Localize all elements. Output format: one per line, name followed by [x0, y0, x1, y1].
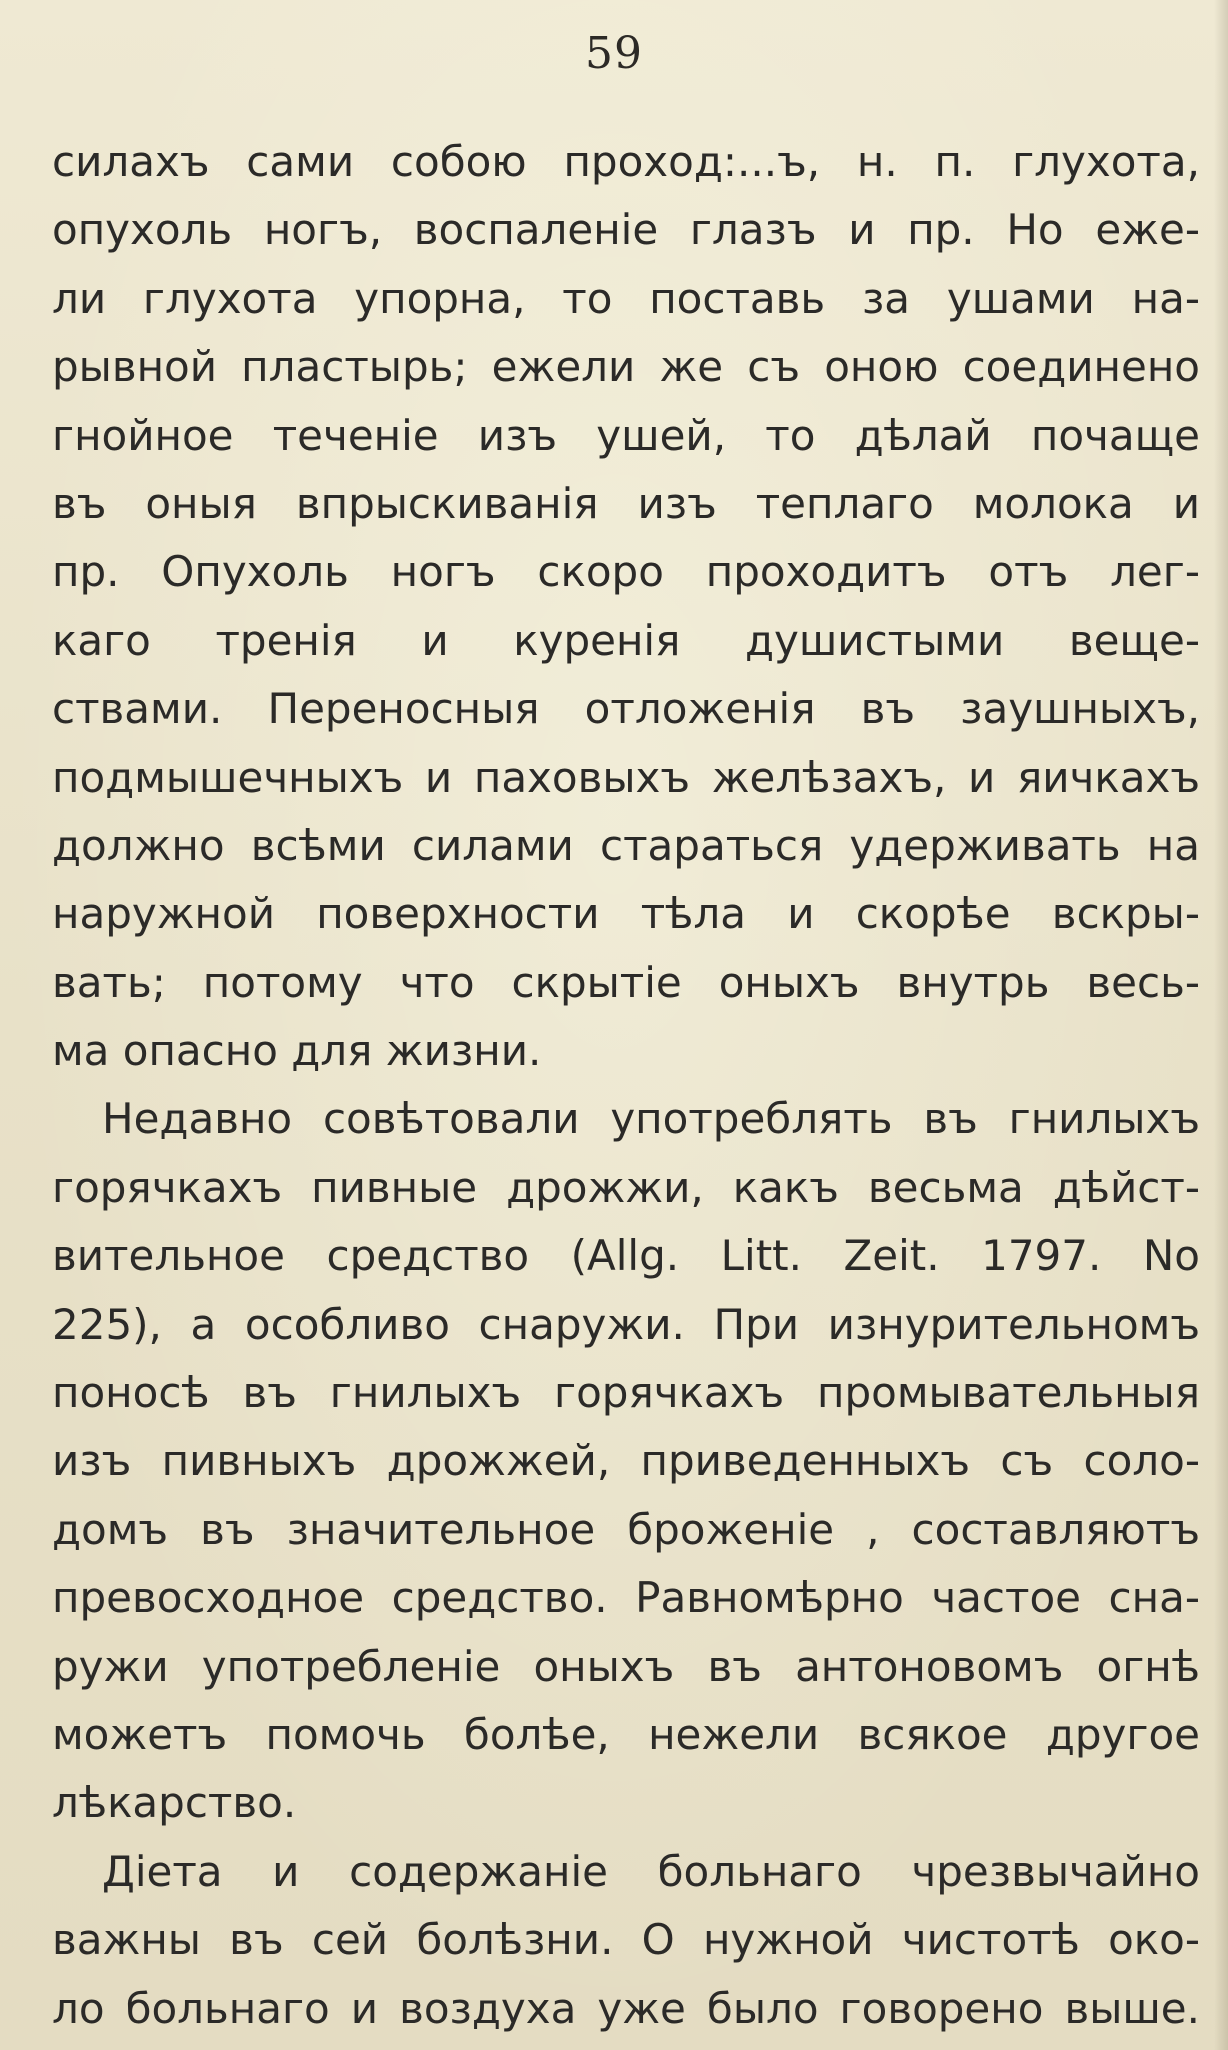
text-line: ли глухота упорна, то поставь за ушами на- — [52, 273, 1200, 323]
text-line: горячкахъ пивные дрожжи, какъ весьма дѣйст- — [52, 1162, 1200, 1212]
text-line: пр. Опухоль ногъ скоро проходитъ отъ лег- — [52, 547, 1200, 597]
text-line: Діета и содержаніе больнаго чрезвычайно — [102, 1846, 1200, 1896]
text-line: изъ пивныхъ дрожжей, приведенныхъ съ соло- — [52, 1436, 1200, 1486]
text-line: ствами. Переносныя отложенія въ заушныхъ, — [52, 684, 1200, 734]
text-line: подмышечныхъ и паховыхъ желѣзахъ, и яичкахъ — [52, 752, 1200, 802]
text-line: каго тренія и куренія душистыми веще- — [52, 615, 1200, 665]
text-line: ло больнаго и воздуха уже было говорено выше. — [52, 1983, 1200, 2033]
text-line: важны въ сей болѣзни. О нужной чистотѣ око- — [52, 1915, 1200, 1965]
text-line: гнойное теченіе изъ ушей, то дѣлай почаще — [52, 410, 1200, 460]
text-line: 225), а особливо снаружи. При изнурительномъ — [52, 1299, 1200, 1349]
text-line: Недавно совѣтовали употреблять въ гнилыхъ — [102, 1094, 1200, 1144]
text-line: ружи употребленіе оныхъ въ антоновомъ огнѣ — [52, 1641, 1200, 1691]
text-line: ма опасно для жизни. — [52, 1026, 542, 1076]
text-line: наружной поверхности тѣла и скорѣе вскры- — [52, 889, 1200, 939]
text-line: рывной пластырь; ежели же съ оною соединено — [52, 342, 1200, 392]
text-line: можетъ помочь болѣе, нежели всякое другое — [52, 1709, 1200, 1759]
text-line: превосходное средство. Равномѣрно частое сна- — [52, 1573, 1200, 1623]
text-line: силахъ сами собою проход:...ъ, н. п. глухота, — [52, 137, 1200, 186]
text-line: вительное средство (Allg. Litt. Zeit. 1797. No — [52, 1231, 1200, 1281]
text-line: въ оныя впрыскиванія изъ теплаго молока и — [52, 478, 1200, 528]
paragraph-2 — [52, 1085, 1200, 1837]
text-line: лѣкарство. — [52, 1778, 297, 1828]
paragraph-3 — [52, 1838, 1200, 2043]
page-number: 59 — [585, 28, 643, 79]
text-body — [52, 128, 1200, 2043]
text-line: домъ въ значительное броженіе , составляютъ — [52, 1504, 1200, 1554]
paragraph-1 — [52, 128, 1200, 1085]
text-line: вать; потому что скрытіе оныхъ внутрь весь- — [52, 957, 1200, 1007]
text-line: поносѣ въ гнилыхъ горячкахъ промывательныя — [52, 1368, 1200, 1418]
text-line: должно всѣми силами стараться удерживать на — [52, 820, 1200, 870]
text-line: опухоль ногъ, воспаленіе глазъ и пр. Но еже- — [52, 205, 1200, 255]
